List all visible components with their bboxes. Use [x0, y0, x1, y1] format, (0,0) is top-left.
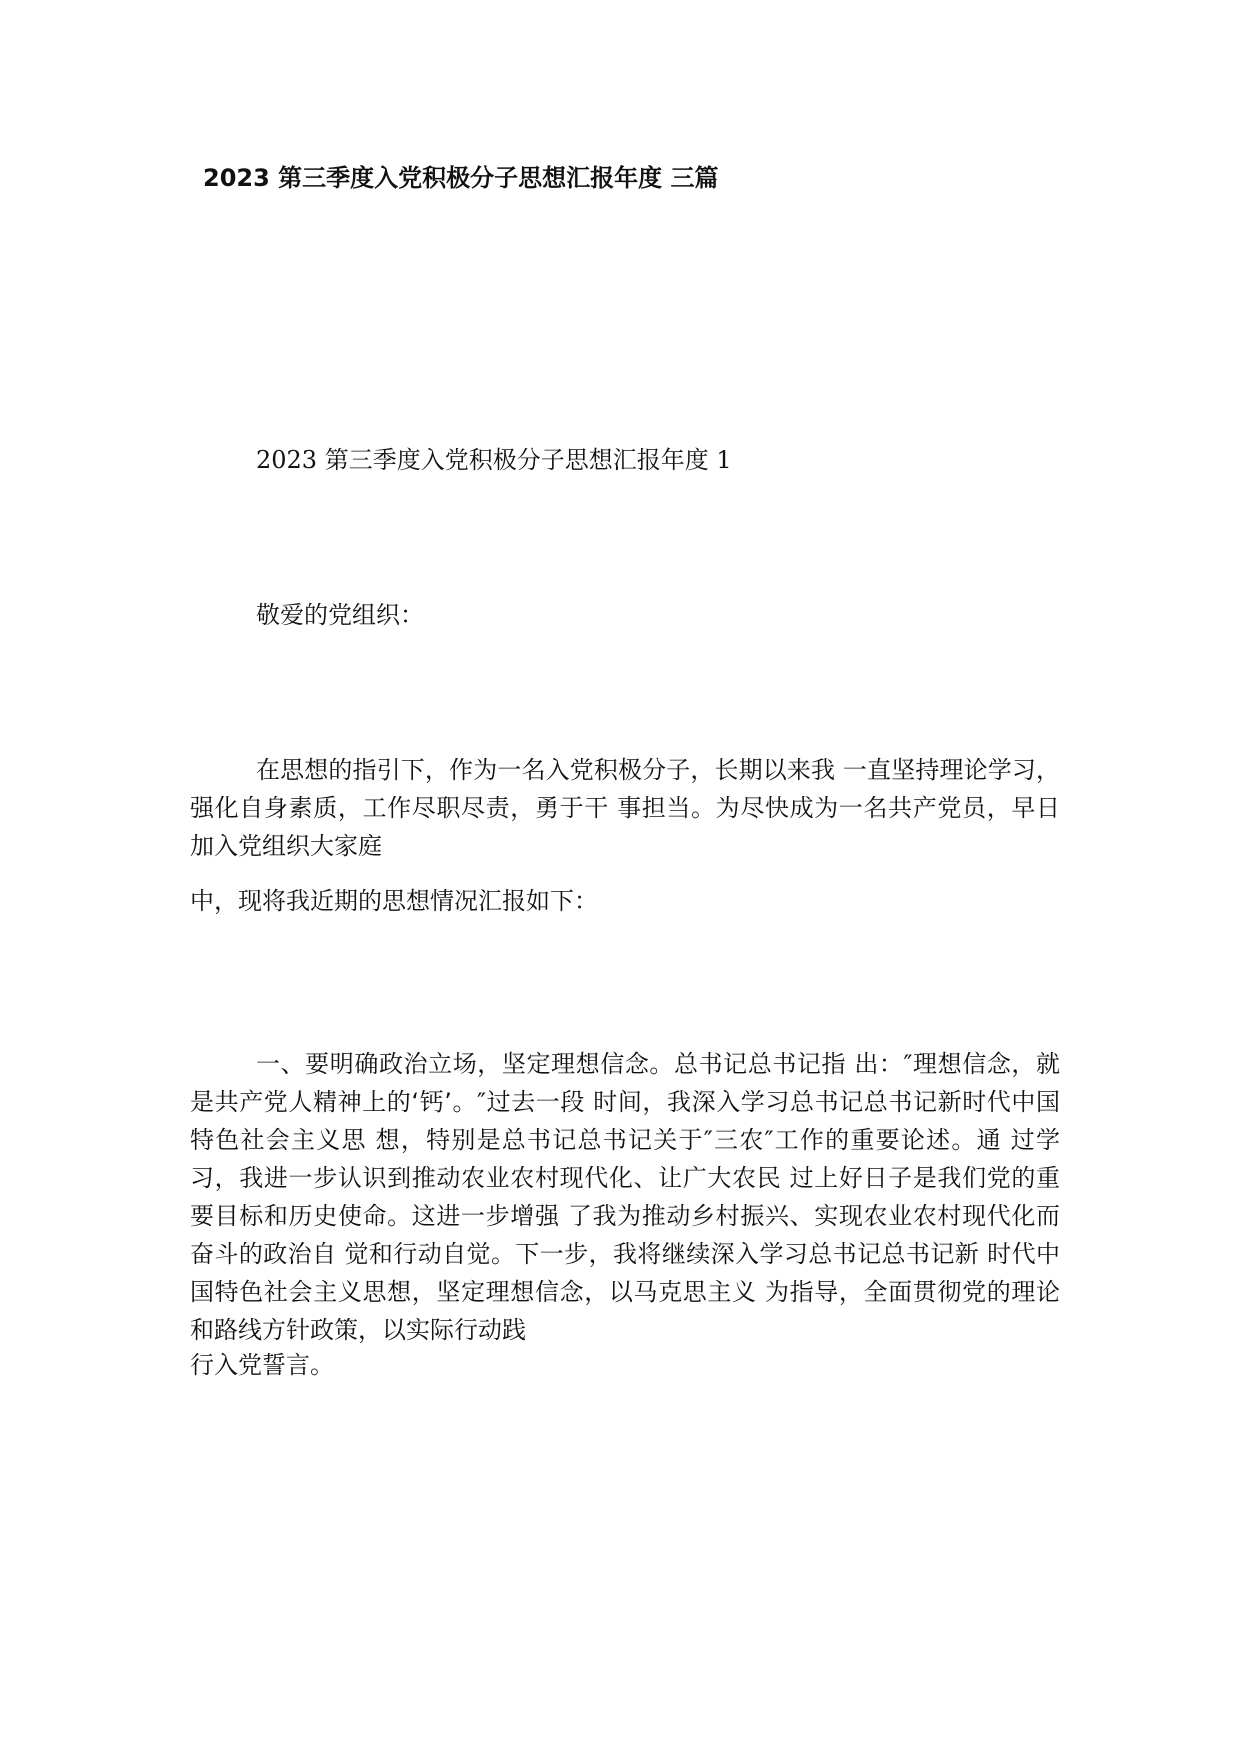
paragraph: 在思想的指引下，作为一名入党积极分子，长期以来我 一直坚持理论学习，强化自身素质，工作尽职尽责，勇于干 事担当。为尽快成为一名共产党员，早日加入党组织大家庭	[190, 756, 1060, 860]
paragraph: 一、要明确政治立场，坚定理想信念。总书记总书记指 出：″理想信念，就是共产党人精神上的‘钙’。″过去一段 时间，我深入学习总书记总书记新时代中国特色社会主义思 想，特别是总书记总书记关于″三农″工作的重要论述。通 过学习，我进一步认识到推动农业农村现代化、让广大农民 过上好日子是我们党的重要目标和历史使命。这进一步增强 了我为推动乡村振兴、实现农业农村现代化而奋斗的政治自 觉和行动自觉。下一步，我将继续深入学习总书记总书记新 时代中国特色社会主义思想，坚定理想信念，以马克思主义 为指导，全面贯彻党的理论和路线方针政策，以实际行动践	[190, 1050, 1060, 1344]
section-title: 2023 第三季度入党积极分子思想汇报年度 1	[256, 446, 732, 474]
paragraph: 中，现将我近期的思想情况汇报如下：	[190, 887, 598, 915]
document-title: 2023 第三季度入党积极分子思想汇报年度 三篇	[203, 164, 719, 192]
salutation: 敬爱的党组织：	[256, 601, 424, 629]
paragraph: 行入党誓言。	[190, 1351, 334, 1379]
